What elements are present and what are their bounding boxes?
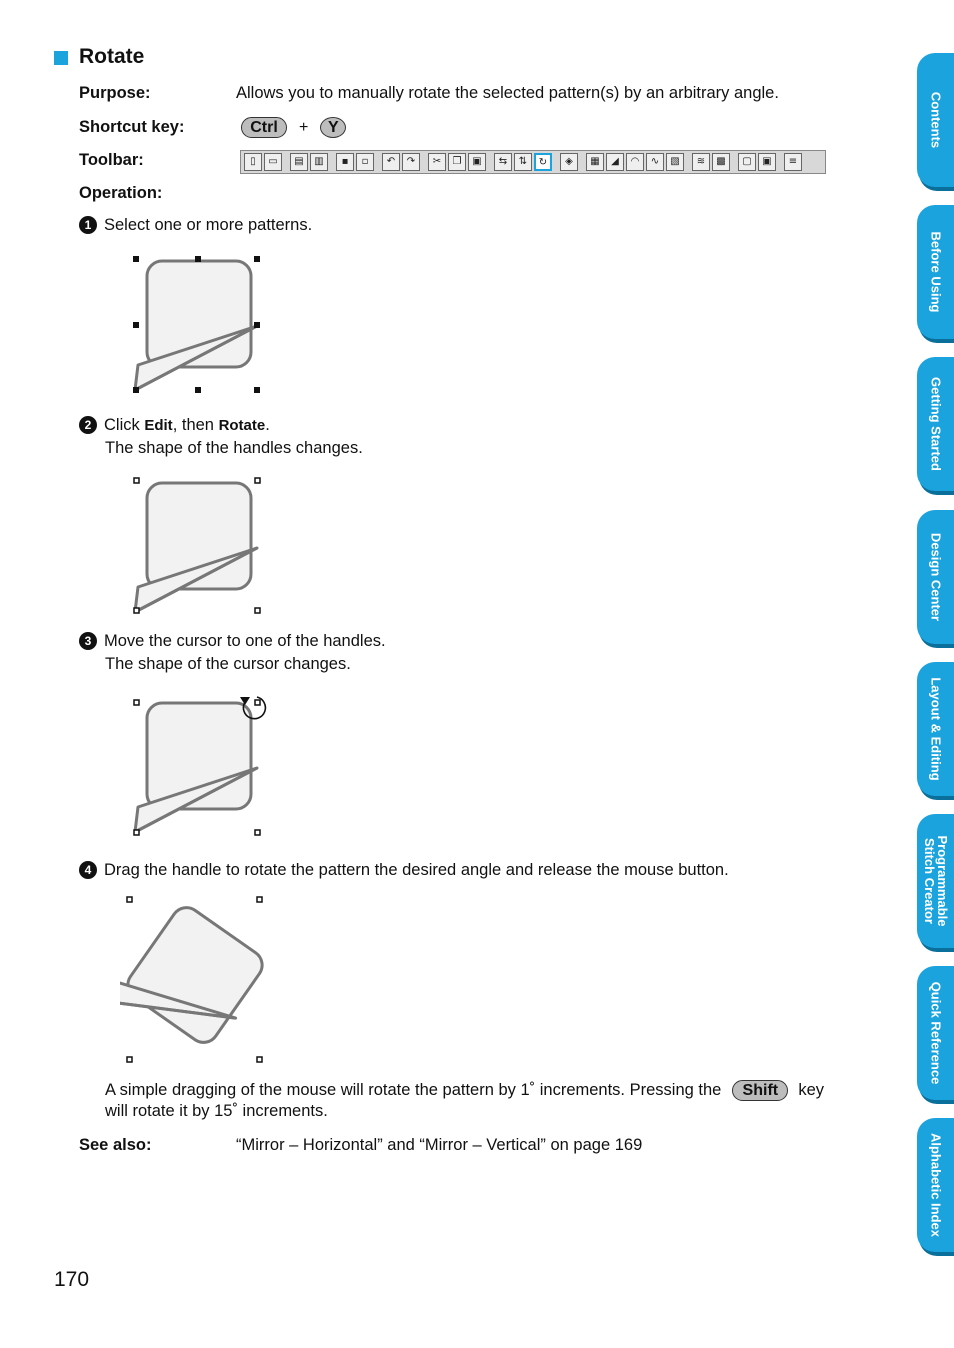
tab-design-center[interactable]: Design Center — [917, 510, 954, 644]
text-path-icon: ◢ — [606, 153, 624, 171]
tab-programmable-stitch-creator[interactable]: Programmable Stitch Creator — [917, 814, 954, 948]
tab-layout-editing[interactable]: Layout & Editing — [917, 662, 954, 796]
plus-sign: + — [299, 118, 309, 136]
edit-menu-label: Edit — [144, 417, 173, 434]
rotate-icon: ↻ — [534, 153, 552, 171]
figure-select-pattern — [126, 250, 271, 400]
tab-getting-started[interactable]: Getting Started — [917, 357, 954, 491]
note-text-b: key — [798, 1081, 825, 1099]
operation-label: Operation: — [79, 184, 163, 202]
mirror-vertical-icon: ⇅ — [514, 153, 532, 171]
step-4 — [79, 861, 729, 880]
shift-key: Shift — [732, 1080, 788, 1101]
figure-rotate-handles — [126, 472, 271, 622]
step-1 — [79, 216, 312, 235]
redo-icon: ↷ — [402, 153, 420, 171]
tab-quick-reference[interactable]: Quick Reference — [917, 966, 954, 1100]
step-2-text-b: , then — [172, 416, 219, 434]
step-3-text: Move the cursor to one of the handles. — [104, 632, 386, 650]
tab-contents[interactable]: Contents — [917, 53, 954, 187]
step-2 — [79, 416, 270, 435]
note-line2: will rotate it by 15˚ increments. — [105, 1102, 328, 1120]
see-also-label: See also: — [79, 1136, 152, 1154]
export-icon: ▥ — [310, 153, 328, 171]
step-1-number: 1 — [79, 216, 97, 234]
copy-icon: ❐ — [448, 153, 466, 171]
select-icon: ◈ — [560, 153, 578, 171]
step-4-number: 4 — [79, 861, 97, 879]
grid-icon: ▩ — [712, 153, 730, 171]
import-icon: ▤ — [290, 153, 308, 171]
step-2-line2: The shape of the handles changes. — [105, 439, 363, 457]
open-icon: ▭ — [264, 153, 282, 171]
toolbar-image — [240, 150, 826, 174]
step-3-line2: The shape of the cursor changes. — [105, 655, 351, 673]
preview-icon: ▢ — [738, 153, 756, 171]
realistic-preview-icon: ▣ — [758, 153, 776, 171]
tab-before-using[interactable]: Before Using — [917, 205, 954, 339]
ctrl-key: Ctrl — [241, 117, 287, 138]
text-outline-icon: ▧ — [666, 153, 684, 171]
cut-icon: ✂ — [428, 153, 446, 171]
text-arc-icon: ◠ — [626, 153, 644, 171]
purpose-text: Allows you to manually rotate the selected pattern(s) by an arbitrary angle. — [236, 84, 779, 102]
note-line1 — [105, 1080, 824, 1101]
step-2-text-c: . — [265, 416, 270, 434]
rotate-menu-label: Rotate — [218, 417, 266, 434]
tab-alphabetic-index[interactable]: Alphabetic Index — [917, 1118, 954, 1252]
shortcut-keys — [241, 117, 346, 138]
note-text-a: A simple dragging of the mouse will rotate the pattern by 1˚ increments. Pressing the — [105, 1081, 722, 1099]
section-title: Rotate — [79, 45, 145, 68]
page-number: 170 — [54, 1268, 90, 1291]
text-icon: ▦ — [586, 153, 604, 171]
y-key: Y — [320, 117, 346, 138]
purpose-label: Purpose: — [79, 84, 151, 102]
step-2-number: 2 — [79, 416, 97, 434]
step-3-number: 3 — [79, 632, 97, 650]
see-also-text: “Mirror – Horizontal” and “Mirror – Vertical” on page 169 — [236, 1136, 643, 1154]
undo-icon: ↶ — [382, 153, 400, 171]
mirror-horizontal-icon: ⇆ — [494, 153, 512, 171]
save-icon: ▪ — [336, 153, 354, 171]
step-2-text-a: Click — [104, 416, 145, 434]
figure-rotate-cursor — [126, 692, 276, 842]
properties-icon: ≡ — [784, 153, 802, 171]
step-1-text: Select one or more patterns. — [104, 216, 313, 234]
text-wave-icon: ∿ — [646, 153, 664, 171]
title-bullet — [54, 51, 68, 65]
step-4-text: Drag the handle to rotate the pattern the desired angle and release the mouse button. — [104, 861, 729, 879]
save-as-icon: ▫ — [356, 153, 374, 171]
toolbar-label: Toolbar: — [79, 151, 144, 169]
paste-icon: ▣ — [468, 153, 486, 171]
step-3 — [79, 632, 386, 651]
shortcut-label: Shortcut key: — [79, 118, 185, 136]
new-icon: ▯ — [244, 153, 262, 171]
stitch-icon: ≋ — [692, 153, 710, 171]
figure-rotated-pattern — [120, 890, 270, 1070]
